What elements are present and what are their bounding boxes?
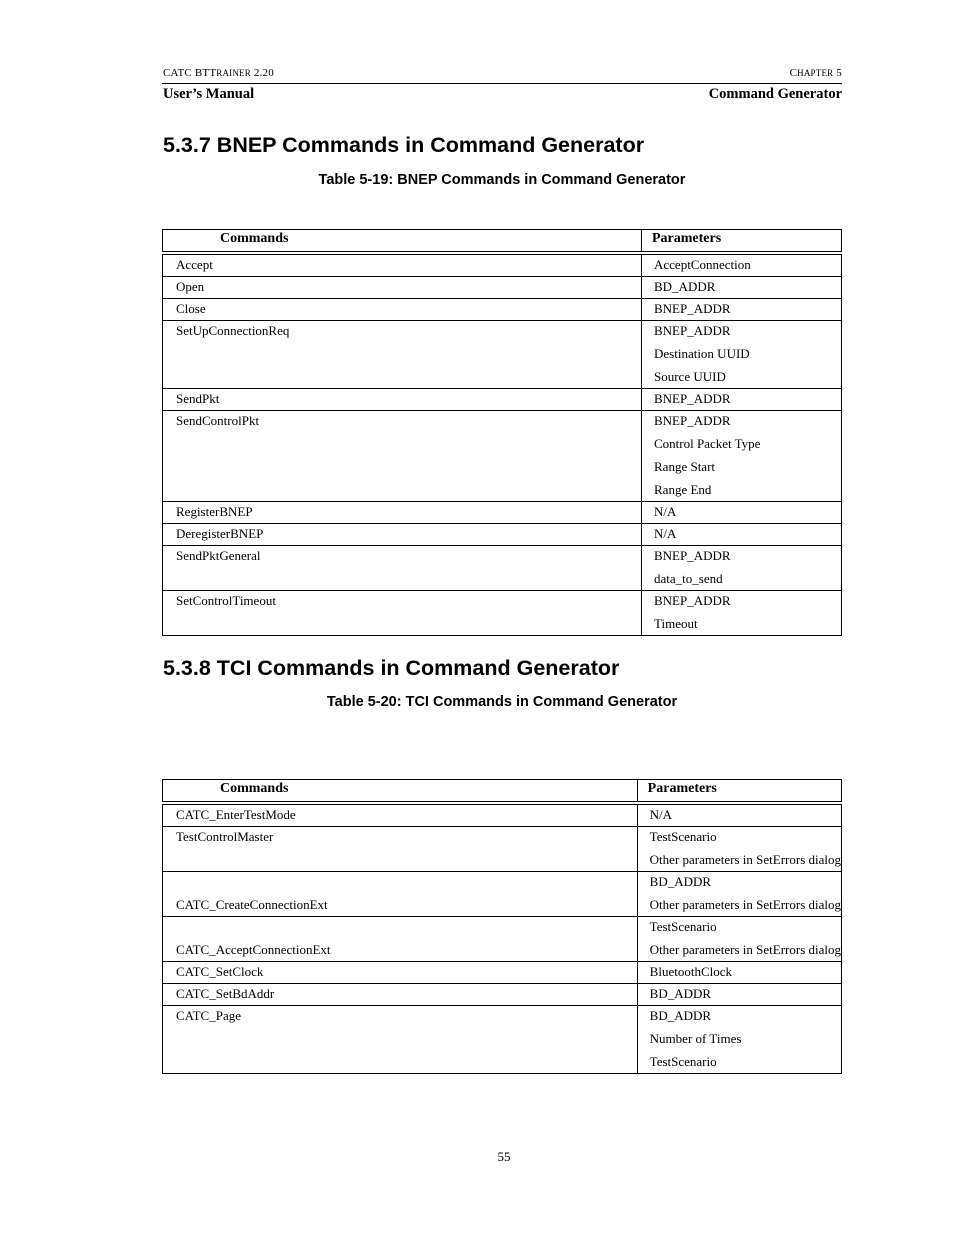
table-row	[163, 502, 842, 524]
parameter-value: Range Start	[654, 459, 716, 474]
table-row	[163, 1006, 842, 1074]
parameter-value: BNEP_ADDR	[654, 323, 731, 338]
parameter-value: TestScenario	[649, 1054, 717, 1069]
table-row	[163, 255, 842, 277]
command-name: CATC_Page	[176, 1008, 241, 1023]
command-name: SetControlTimeout	[176, 593, 276, 608]
section-heading-bnep: 5.3.7 BNEP Commands in Command Generator	[163, 133, 645, 157]
table-row	[163, 591, 842, 636]
command-cell	[163, 389, 642, 411]
column-header-parameters: Parameters	[642, 230, 842, 252]
parameter-value: Destination UUID	[654, 346, 750, 361]
parameter-value: Source UUID	[654, 369, 726, 384]
header-right-subtitle: Command Generator	[708, 86, 842, 102]
command-name: Open	[176, 279, 205, 294]
command-cell	[163, 872, 638, 917]
command-cell	[163, 321, 642, 389]
table-row	[163, 984, 842, 1006]
table-caption-tci: Table 5-20: TCI Commands in Command Generator	[326, 694, 678, 710]
command-cell	[163, 524, 642, 546]
table-row	[163, 299, 842, 321]
parameters-cell	[642, 524, 842, 546]
parameters-cell	[642, 389, 842, 411]
parameters-cell	[637, 805, 841, 827]
command-cell	[163, 299, 642, 321]
command-cell	[163, 805, 638, 827]
parameters-cell	[642, 546, 842, 591]
parameter-value: BluetoothClock	[649, 964, 733, 979]
command-name: CATC_SetClock	[176, 964, 264, 979]
command-name: Accept	[176, 257, 213, 272]
parameters-cell	[642, 299, 842, 321]
parameters-cell	[642, 591, 842, 636]
command-cell	[163, 546, 642, 591]
table-row	[163, 277, 842, 299]
parameters-cell	[642, 277, 842, 299]
table-row	[163, 524, 842, 546]
command-cell	[163, 917, 638, 962]
parameter-value: Number of Times	[649, 1031, 742, 1046]
header-doc-title: CATC BTTRAINER 2.20	[163, 67, 274, 79]
parameter-value: Range End	[654, 482, 712, 497]
parameter-value: BD_ADDR	[649, 1008, 712, 1023]
section-heading-tci: 5.3.8 TCI Commands in Command Generator	[163, 656, 620, 680]
table-caption-bnep: Table 5-19: BNEP Commands in Command Generator	[318, 172, 686, 188]
parameter-value: N/A	[649, 807, 673, 822]
parameters-cell	[637, 827, 841, 872]
parameter-value: BNEP_ADDR	[654, 548, 731, 563]
table-row	[163, 389, 842, 411]
parameters-cell	[642, 255, 842, 277]
command-name: CATC_AcceptConnectionExt	[176, 942, 331, 957]
page-number: 55	[497, 1149, 511, 1164]
table-row	[163, 321, 842, 389]
parameter-value: data_to_send	[654, 571, 723, 586]
parameter-value: Control Packet Type	[654, 436, 761, 451]
command-name: SendPktGeneral	[176, 548, 261, 563]
parameter-value: BNEP_ADDR	[654, 391, 731, 406]
table-row	[163, 411, 842, 502]
command-name: CATC_CreateConnectionExt	[176, 897, 328, 912]
bnep-commands-table	[162, 229, 842, 636]
parameter-value: BNEP_ADDR	[654, 593, 731, 608]
command-name: SetUpConnectionReq	[176, 323, 290, 338]
parameter-value: AcceptConnection	[654, 257, 751, 272]
header-chapter: CHAPTER 5	[789, 67, 842, 79]
command-name: SendPkt	[176, 391, 220, 406]
parameter-value: Other parameters in SetErrors dialog	[649, 942, 841, 957]
parameters-cell	[637, 872, 841, 917]
parameter-value: TestScenario	[649, 829, 717, 844]
command-cell	[163, 411, 642, 502]
table-row	[163, 827, 842, 872]
column-header-parameters: Parameters	[637, 780, 841, 802]
command-name: CATC_EnterTestMode	[176, 807, 296, 822]
parameter-value: N/A	[654, 526, 677, 541]
column-header-commands: Commands	[163, 780, 638, 802]
command-cell	[163, 984, 638, 1006]
parameters-cell	[642, 321, 842, 389]
tci-commands-table	[162, 779, 842, 1074]
table-row	[163, 962, 842, 984]
parameter-value: BD_ADDR	[654, 279, 716, 294]
command-name: TestControlMaster	[176, 829, 274, 844]
parameters-cell	[642, 502, 842, 524]
parameter-value: Timeout	[654, 616, 698, 631]
command-cell	[163, 1006, 638, 1074]
parameters-cell	[637, 1006, 841, 1074]
parameter-value: Other parameters in SetErrors dialog	[649, 897, 841, 912]
parameter-value: Other parameters in SetErrors dialog	[649, 852, 841, 867]
parameters-cell	[637, 917, 841, 962]
header-left-subtitle: User’s Manual	[163, 86, 255, 102]
parameter-value: TestScenario	[649, 919, 717, 934]
parameters-cell	[642, 411, 842, 502]
parameter-value: N/A	[654, 504, 677, 519]
parameter-value: BD_ADDR	[649, 986, 712, 1001]
parameter-value: BNEP_ADDR	[654, 301, 731, 316]
parameters-cell	[637, 962, 841, 984]
table-row	[163, 872, 842, 917]
command-cell	[163, 277, 642, 299]
column-header-commands: Commands	[163, 230, 642, 252]
command-cell	[163, 962, 638, 984]
command-name: RegisterBNEP	[176, 504, 253, 519]
command-name: DeregisterBNEP	[176, 526, 264, 541]
command-name: Close	[176, 301, 206, 316]
command-cell	[163, 827, 638, 872]
parameters-cell	[637, 984, 841, 1006]
table-row	[163, 917, 842, 962]
table-row	[163, 805, 842, 827]
command-cell	[163, 591, 642, 636]
command-cell	[163, 502, 642, 524]
table-row	[163, 546, 842, 591]
parameter-value: BD_ADDR	[649, 874, 712, 889]
parameter-value: BNEP_ADDR	[654, 413, 731, 428]
command-name: SendControlPkt	[176, 413, 260, 428]
command-name: CATC_SetBdAddr	[176, 986, 275, 1001]
header-rule	[162, 83, 842, 84]
command-cell	[163, 255, 642, 277]
